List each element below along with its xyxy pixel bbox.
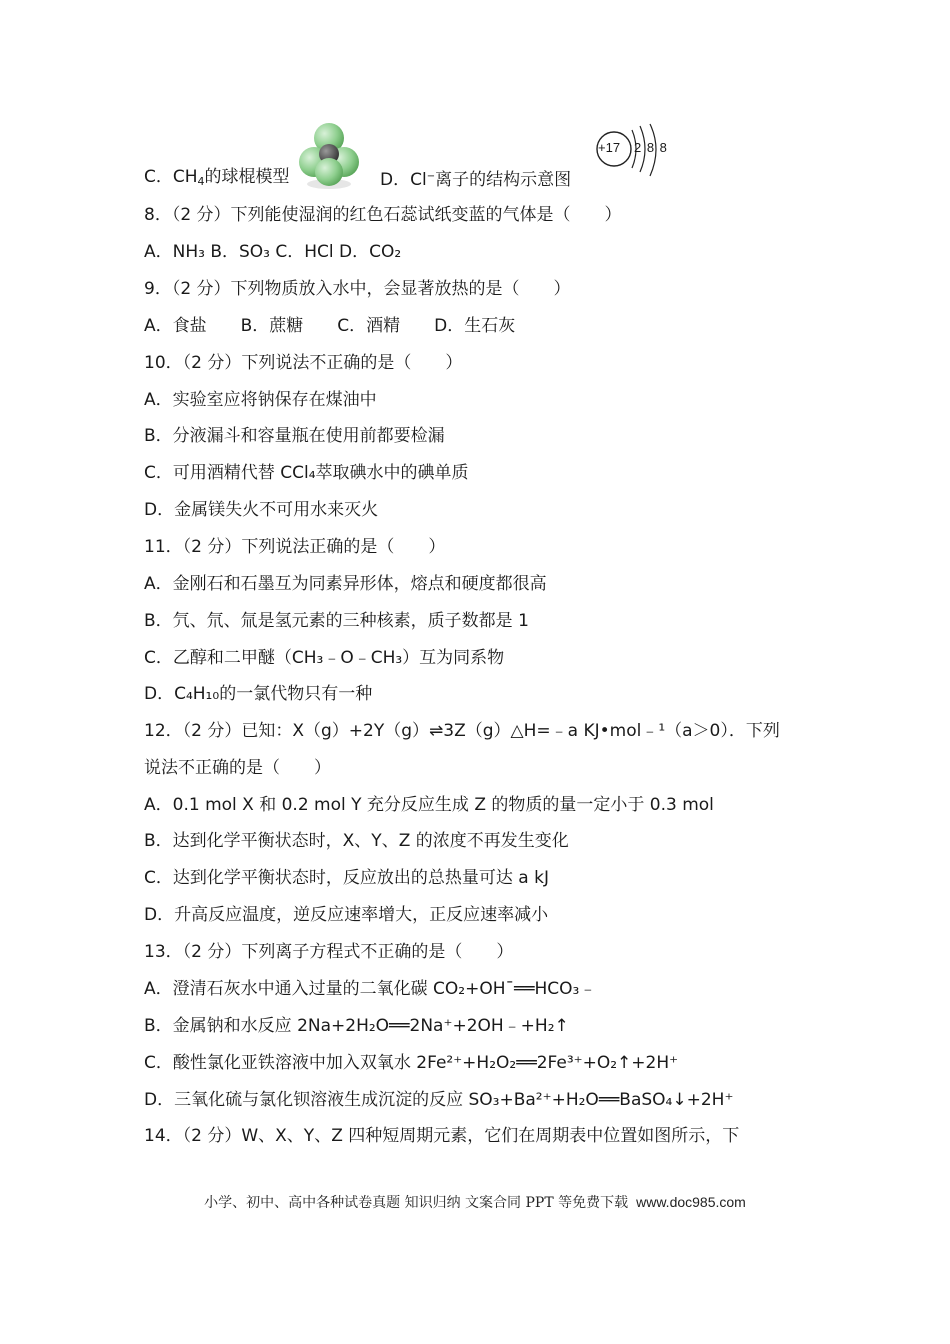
footer-url[interactable]: www.doc985.com [636,1194,746,1210]
q7-d-prefix: D．Cl [380,170,427,190]
q13-option-d: D．三氧化硫与氯化钡溶液生成沉淀的反应 SO₃+Ba²⁺+H₂O══BaSO₄↓+2H⁺ [144,1090,734,1110]
q10-option-b: B．分液漏斗和容量瓶在使用前都要检漏 [144,426,445,446]
ion-electron-shells: 2 8 8 [634,140,668,155]
q11-option-c: C．乙醇和二甲醚（CH₃﹣O﹣CH₃）互为同系物 [144,648,505,668]
q13-option-c: C．酸性氯化亚铁溶液中加入双氧水 2Fe²⁺+H₂O₂══2Fe³⁺+O₂↑+2H⁺ [144,1053,679,1073]
cl-ion-structure-diagram [594,122,684,184]
q12-option-a: A．0.1 mol X 和 0.2 mol Y 充分反应生成 Z 的物质的量一定小于 0.3 mol [144,795,714,815]
q12-option-d: D．升高反应温度，逆反应速率增大，正反应速率减小 [144,905,549,925]
q12-stem-line1: 12．（2 分）已知：X（g）+2Y（g）⇌3Z（g）△H=﹣a KJ•mol﹣¹（a＞0）．下列 [144,721,780,741]
q10-stem: 10．（2 分）下列说法不正确的是（ ） [144,353,463,373]
q11-option-d: D．C₄H₁₀的一氯代物只有一种 [144,684,373,704]
q12-stem-line2: 说法不正确的是（ ） [144,758,331,778]
q8-options: A．NH₃ B．SO₃ C．HCl D．CO₂ [144,242,402,262]
q7-c-suffix: 的球棍模型 [204,167,290,187]
ion-nucleus-charge: +17 [598,140,621,155]
q7-d-suffix: 离子的结构示意图 [435,170,572,190]
q13-stem: 13．（2 分）下列离子方程式不正确的是（ ） [144,942,514,962]
ch4-ball-stick-model-image [298,120,360,190]
footer-text: 小学、初中、高中各种试卷真题 知识归纳 文案合同 PPT 等免费下载 [204,1195,629,1211]
q10-option-a: A．实验室应将钠保存在煤油中 [144,390,377,410]
q14-stem: 14．（2 分）W、X、Y、Z 四种短周期元素，它们在周期表中位置如图所示，下 [144,1126,740,1146]
q12-option-c: C．达到化学平衡状态时，反应放出的总热量可达 a kJ [144,868,549,888]
q9-stem: 9．（2 分）下列物质放入水中，会显著放热的是（ ） [144,279,571,299]
page-footer [0,1192,950,1212]
q7-d-sup: − [426,171,436,182]
q7-c-sub: 4 [197,175,205,188]
q13-option-a: A．澄清石灰水中通入过量的二氧化碳 CO₂+OH¯══HCO₃﹣ [144,979,597,999]
q13-option-b: B．金属钠和水反应 2Na+2H₂O══2Na⁺+2OH﹣+H₂↑ [144,1016,569,1036]
q12-option-b: B．达到化学平衡状态时，X、Y、Z 的浓度不再发生变化 [144,831,569,851]
q10-option-d: D．金属镁失火不可用水来灭火 [144,500,379,520]
q11-option-b: B．氕、氘、氚是氢元素的三种核素，质子数都是 1 [144,611,529,631]
q11-stem: 11．（2 分）下列说法正确的是（ ） [144,537,446,557]
q9-options: A．食盐 B．蔗糖 C．酒精 D．生石灰 [144,316,516,336]
q7-c-prefix: C．CH [144,167,198,187]
q11-option-a: A．金刚石和石墨互为同素异形体，熔点和硬度都很高 [144,574,547,594]
q10-option-c: C．可用酒精代替 CCl₄萃取碘水中的碘单质 [144,463,469,483]
q7-option-c [144,167,290,192]
q7-option-d [380,167,571,190]
q8-stem: 8．（2 分）下列能使湿润的红色石蕊试纸变蓝的气体是（ ） [144,205,622,225]
